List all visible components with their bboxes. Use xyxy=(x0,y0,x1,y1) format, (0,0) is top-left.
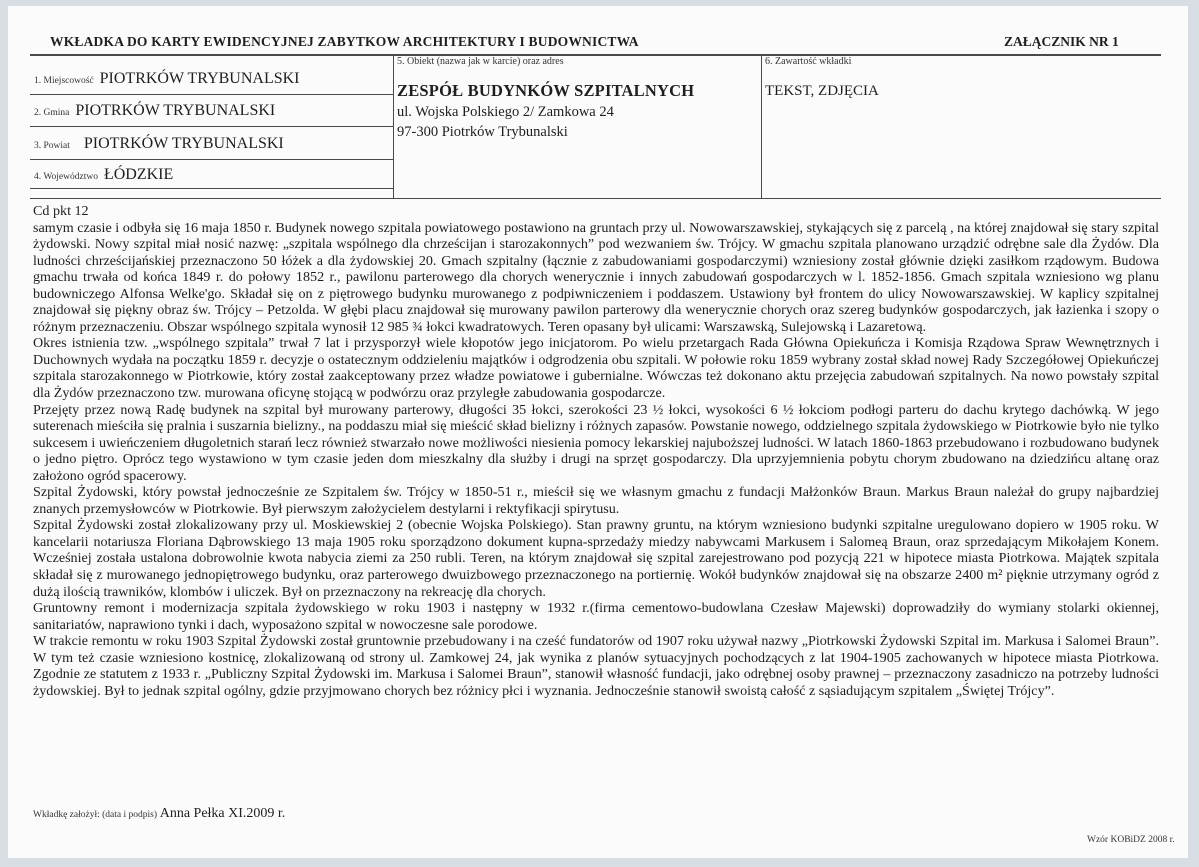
attachment-number: ZAŁĄCZNIK NR 1 xyxy=(1004,34,1119,49)
author-label: Wkładkę założył: (data i podpis) xyxy=(33,810,157,820)
paragraph-4: Szpital Żydowski, który powstał jednocześnie ze Szpitalem św. Trójcy w 1850-51 r., mieścił się we własnym gmachu z fundacji Małżonków Braun. Markus Braun należał do grupy najbardziej znanych przemysłowców w Piotrkowie. Był pierwszym założycielem destylarni i rektyfikacji spirytusu. xyxy=(33,484,1159,517)
field-rule-3 xyxy=(30,159,393,160)
contents-box xyxy=(765,56,1165,100)
author-line xyxy=(33,806,285,822)
field-powiat xyxy=(34,135,284,153)
contents-value: TEKST, ZDJĘCIA xyxy=(765,83,879,99)
fields-bottom-rule xyxy=(30,198,1161,199)
field-gmina-label: 2. Gmina xyxy=(34,108,70,118)
template-version: Wzór KOBiDZ 2008 r. xyxy=(1087,835,1175,845)
field-miejscowosc xyxy=(34,70,300,88)
field-wojewodztwo-label: 4. Województwo xyxy=(34,172,98,182)
paragraph-1: samym czasie i odbyła się 16 maja 1850 r. Budynek nowego szpitala powiatowego postawiono na gruntach przy ul. Nowowarszawskiej, stykających się z parcelą , na której znajdował się stary szpital żydowski. Nowy szpital miał nosić nazwę: „szpitala wspólnego dla chrześcijan i starozakonnych” pod wezwaniem św. Trójcy. W gmachu szpitala planowano urządzić odrębne sale dla Żydów. Dla ludności chrześcijańskiej przeznaczono 50 łóżek a dla żydowskiej 20. Gmach szpitalny (łącznie z zabudowaniami gospodarczymi) wzniesiony został głównie dzięki zasiłkom rządowym. Budowa gmachu trwała od końca 1849 r. do połowy 1852 r., pawilonu parterowego dla chorych wenerycznie i innych zabudowań gospodarczych w l. 1852-1856. Gmach szpitala wzniesiono wg planu budowniczego Alfonsa Welke'go. Składał się on z piętrowego budynku murowanego z podpiwniczeniem i poddaszem. Ustawiony był frontem do ulicy Nowowarszawskiej. W kaplicy szpitalnej znajdował się piękny obraz św. Trójcy – Petzolda. W głębi placu znajdował się murowany pawilon parterowy dla wenerycznie chorych oraz szereg budynków gospodarczych, jak łazienka i szopy o różnym przeznaczeniu. Obszar wspólnego szpitala wynosił 12 985 ¾ łokci kwadratowych. Teren opasany był ulicami: Warszawską, Sulejowską i Lazaretową. xyxy=(33,219,1159,335)
field-rule-4 xyxy=(30,188,393,189)
field-miejscowosc-label: 1. Miejscowość xyxy=(34,76,94,86)
object-address-line-1: ul. Wojska Polskiego 2/ Zamkowa 24 xyxy=(397,104,614,120)
object-name: ZESPÓŁ BUDYNKÓW SZPITALNYCH xyxy=(397,81,695,100)
object-box xyxy=(397,56,757,141)
contents-caption: 6. Zawartość wkładki xyxy=(765,56,852,67)
paragraph-3: Przejęty przez nową Radę budynek na szpital był murowany parterowy, długości 35 łokci, szerokości 23 ½ łokci, wysokości 6 ½ łokciom podłogi parteru do dachu krytego dachówką. W jego suterenach mieściła się pralnia i suszarnia bielizny., na poddaszu miał się mieścić skład bielizny i różnych zapasów. Powstanie nowego, oddzielnego szpitala żydowskiego w Piotrkowie było nie tylko sukcesem i uwieńczeniem długoletnich starań lecz również stwarzało nowe możliwości niesienia pomocy lekarskiej najuboższej ludności. W latach 1860-1863 przebudowano i rozbudowano budynek o jedno piętro. Oprócz tego wystawiono w tym czasie jeden dom mieszkalny dla służby i drugi na sprzęt gospodarczy. Dla uprzyjemnienia pobytu chorym zbudowano na dziedzińcu altanę oraz założono ogród spacerowy. xyxy=(33,401,1159,484)
paragraph-2: Okres istnienia tzw. „wspólnego szpitala” trwał 7 lat i przysporzył wiele kłopotów jego inicjatorom. Po wielu przetargach Rada Główna Opiekuńcza i Komisja Rządowa Spraw Wewnętrznych i Duchownych wydała na początku 1859 r. decyzje o ostatecznym oddzieleniu majątków i odgrodzenia obu szpitali. W połowie roku 1859 wybrany został skład nowej Rady Szczegółowej Opiekuńczej szpitala starozakonnego w Piotrkowie, który został zaakceptowany przez władze powiatowe i gubernialne. Wówczas też dokonano aktu przejęcia zabudowań szpitalnych. Na nowo powstały szpital dla Żydów przeznaczono tzw. murowana oficynę stojącą w podwórzu oraz przyległe zabudowania gospodarcze. xyxy=(33,335,1159,402)
author-value: Anna Pełka XI.2009 r. xyxy=(159,806,286,821)
paragraph-6: Gruntowny remont i modernizacja szpitala żydowskiego w roku 1903 i następny w 1932 r.(firma cementowo-budowlana Czesław Majewski) doprowadziły do wymiany stolarki okiennej, sanitariatów, naprawiono tynki i dach, wyposażono szpital w nowoczesne sale porodowe. xyxy=(33,600,1159,633)
object-address-line-2: 97-300 Piotrków Trybunalski xyxy=(397,124,568,140)
field-wojewodztwo-value: ŁÓDZKIE xyxy=(103,166,174,183)
box-divider-left xyxy=(393,56,394,199)
field-gmina-value: PIOTRKÓW TRYBUNALSKI xyxy=(75,102,276,119)
continuation-heading: Cd pkt 12 xyxy=(33,203,89,219)
field-wojewodztwo xyxy=(34,166,173,184)
field-gmina xyxy=(34,102,275,120)
description-text xyxy=(33,203,1159,699)
field-powiat-label: 3. Powiat xyxy=(34,141,70,151)
field-miejscowosc-value: PIOTRKÓW TRYBUNALSKI xyxy=(99,70,300,87)
paragraph-7: W trakcie remontu w roku 1903 Szpital Żydowski został gruntownie przebudowany i na cześć fundatorów od 1907 roku używał nazwy „Piotrkowski Żydowski Szpital im. Markusa i Salomei Braun”. W tym też czasie wzniesiono kostnicę, zlokalizowaną od strony ul. Zamkowej 24, jak wynika z planów sytuacyjnych pochodzących z lat 1904-1905 zachowanych w hipotece miasta Piotrkowa. Zgodnie ze statutem z 1933 r. „Publiczny Szpital Żydowski im. Markusa i Salomei Braun”, stanowił własność fundacji, jako odrębnej osoby prawnej – przeznaczony zasadniczo na potrzeby ludności żydowskiej. Był to jednak szpital ogólny, gdzie przyjmowano chorych bez różnicy płci i wyznania. Jednocześnie stanowił swoistą całość z sąsiadującym szpitalem „Świętej Trójcy”. xyxy=(33,633,1159,699)
form-title: WKŁADKA DO KARTY EWIDENCYJNEJ ZABYTKOW ARCHITEKTURY I BUDOWNICTWA xyxy=(50,34,639,49)
paragraph-5: Szpital Żydowski został zlokalizowany przy ul. Moskiewskiej 2 (obecnie Wojska Polskiego). Stan prawny gruntu, na którym wzniesiono budynki szpitalne uregulowano dopiero w 1905 roku. W kancelarii notariusza Floriana Dąbrowskiego 13 maja 1905 roku sporządzono dokument kupna-sprzedaży miedzy nabywcami Markusem i Salomeą Braun, oraz sprzedającym Mikołajem Konem. Wcześniej została ustalona dobrowolnie kwota nabycia ziemi za 250 rubli. Teren, na którym znajdował się szpital zarejestrowano pod pozycją 221 w hipotece miasta Piotrkowa. Majątek szpitala składał się z murowanego jednopiętrowego budynku, oraz parterowego dwuizbowego przeznaczonego na portiernię. Wokół budynków znajdował się na obszarze 2400 m² pięknie utrzymany ogród z dużą ilością trawników, klombów i uliczek. Był on przeznaczony na rekreację dla chorych. xyxy=(33,517,1159,600)
field-powiat-value: PIOTRKÓW TRYBUNALSKI xyxy=(83,135,284,152)
box-divider-right xyxy=(761,56,762,199)
field-rule-2 xyxy=(30,126,393,127)
field-rule-1 xyxy=(30,94,393,95)
object-caption: 5. Obiekt (nazwa jak w karcie) oraz adres xyxy=(397,56,564,67)
